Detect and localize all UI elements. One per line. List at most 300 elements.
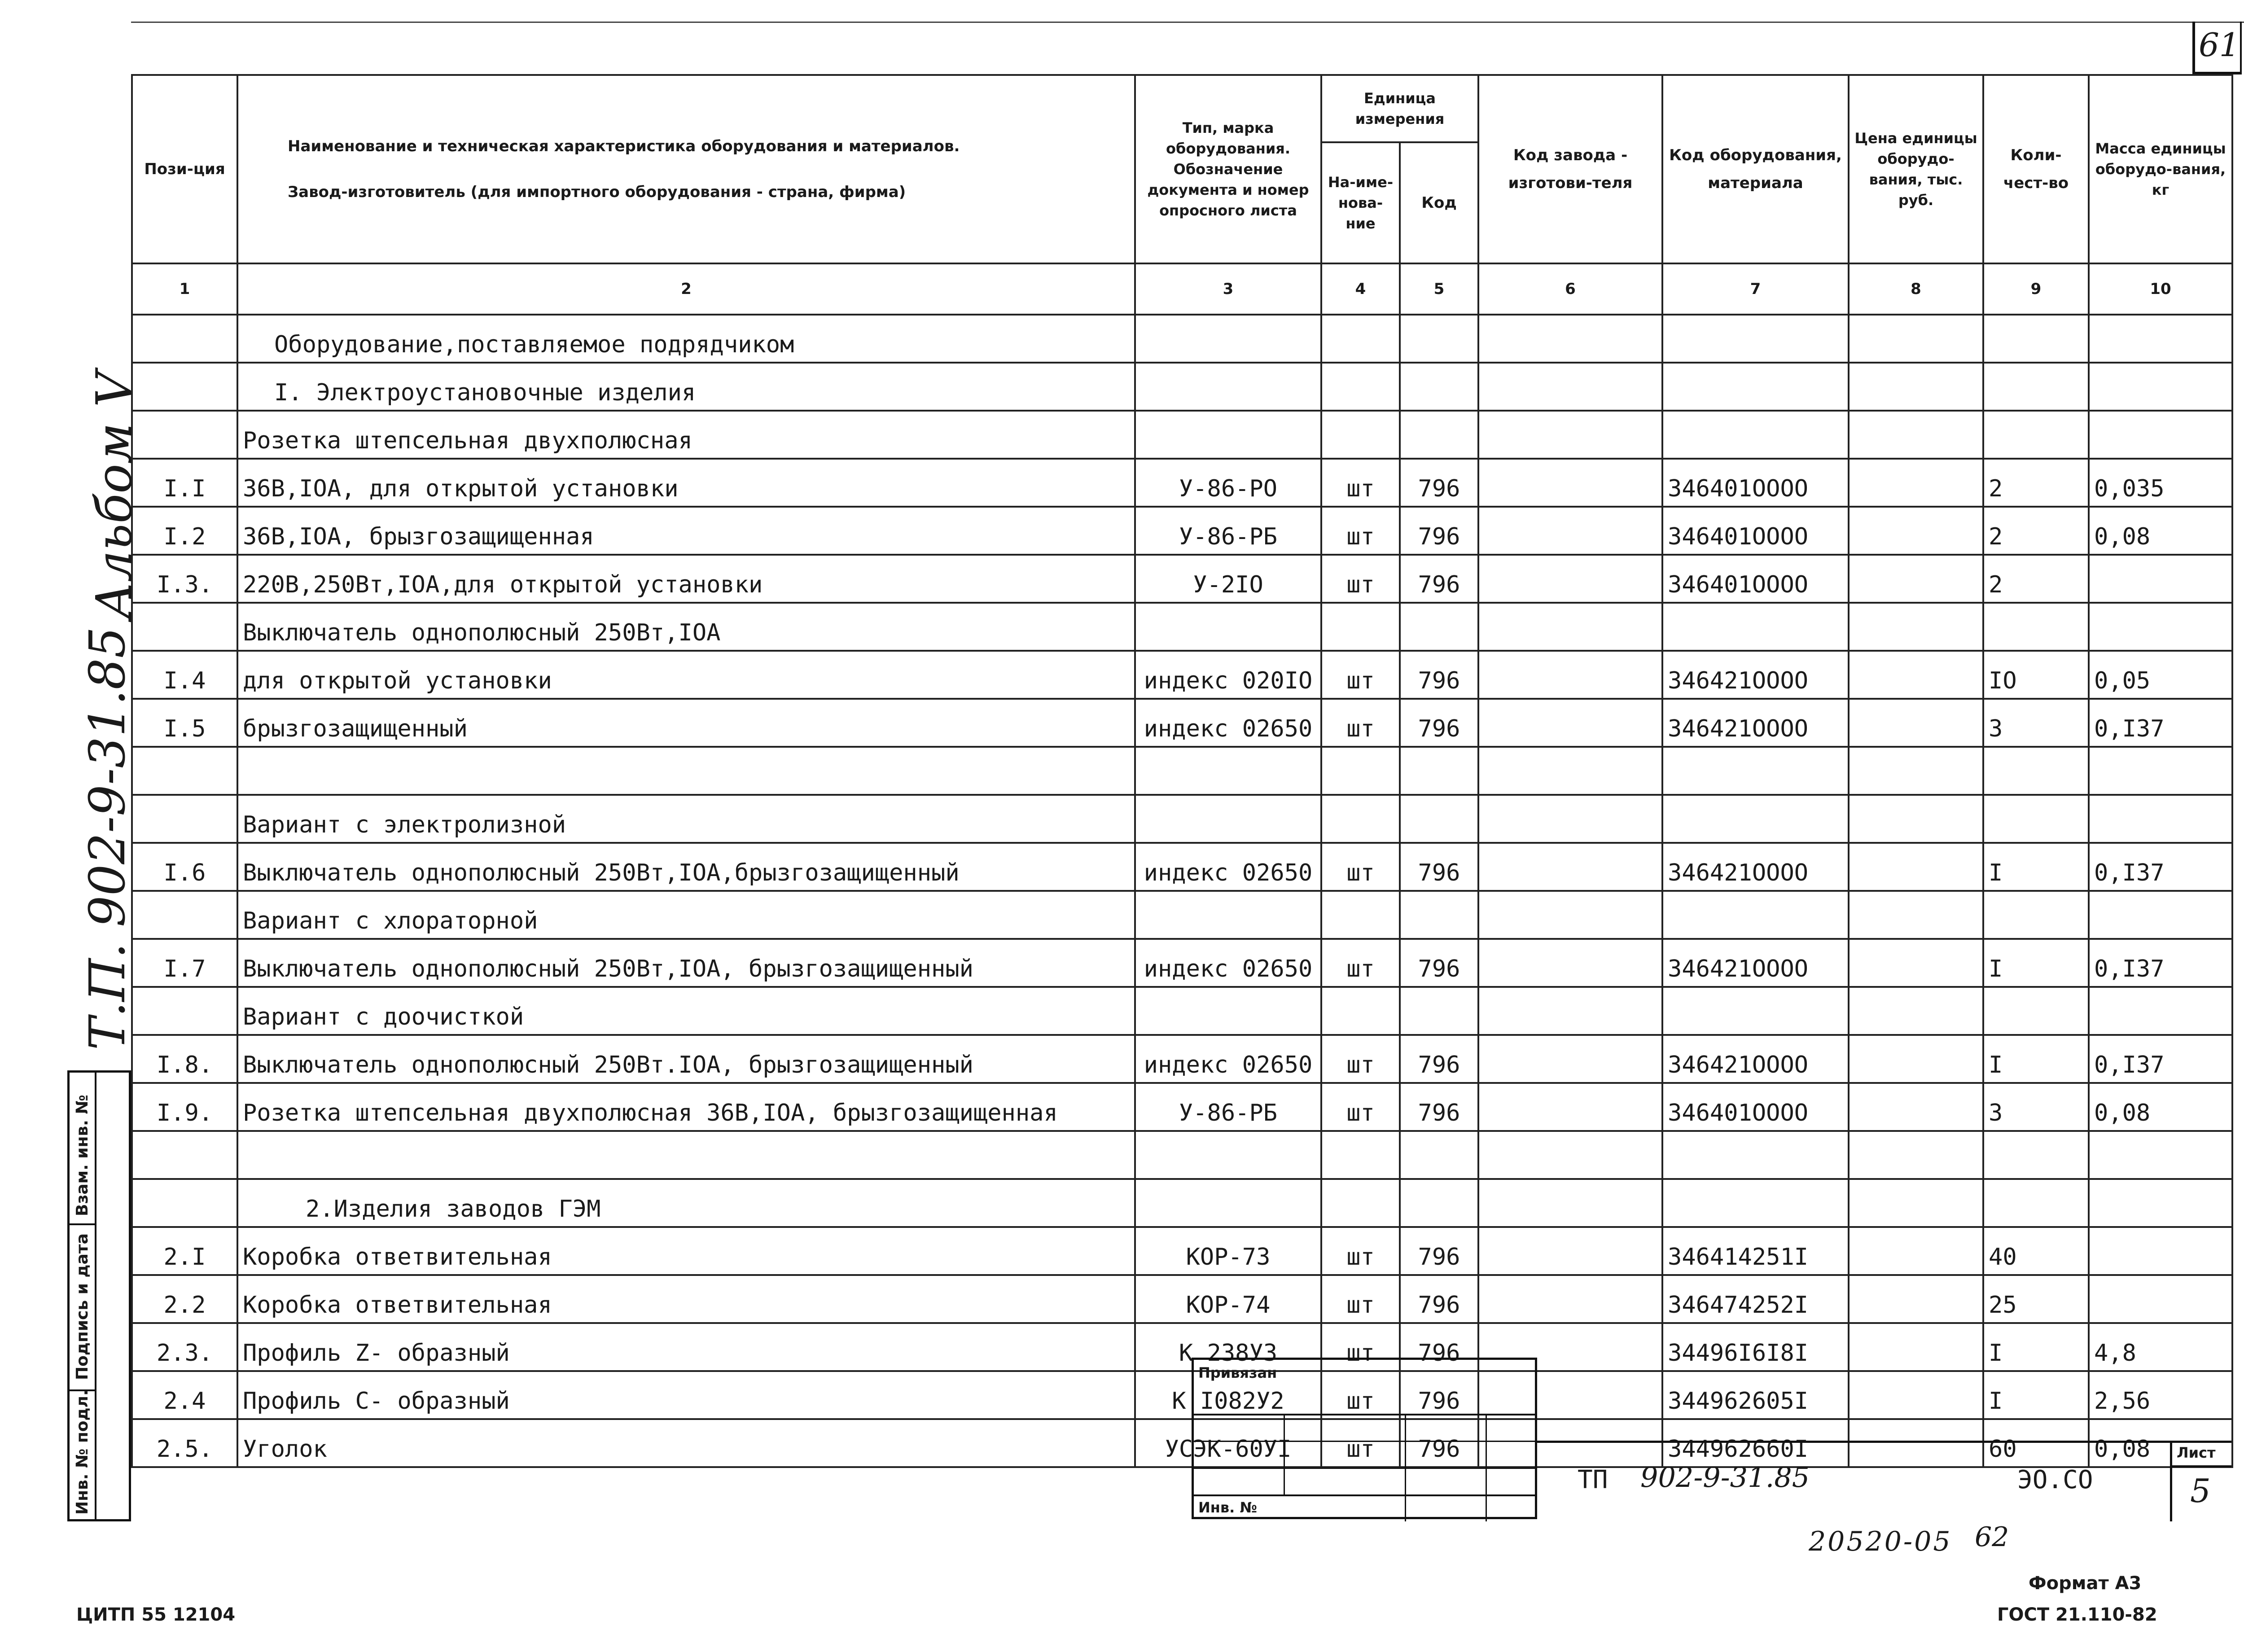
row-mass: 0,I37 — [2089, 699, 2232, 747]
row-type: индекс 02650 — [1135, 843, 1321, 891]
table-row — [132, 651, 2232, 699]
row-material-code — [1662, 603, 1849, 651]
row-material-code: 346474252I — [1662, 1275, 1849, 1323]
header-plant-code: Код завода - изготови-теля — [1478, 75, 1662, 263]
specification-table — [131, 74, 2233, 1652]
row-price — [1849, 315, 1983, 363]
designation-prefix: ТП — [1578, 1465, 1608, 1494]
row-mass — [2089, 987, 2232, 1035]
row-quantity: 60 — [1983, 1419, 2089, 1467]
row-unit-code: 796 — [1400, 699, 1478, 747]
table-row — [132, 315, 2232, 363]
row-position — [132, 1179, 237, 1227]
row-unit: шт — [1321, 699, 1400, 747]
row-price — [1849, 411, 1983, 459]
row-plant-code — [1478, 411, 1662, 459]
row-quantity — [1983, 363, 2089, 411]
row-mass — [2089, 603, 2232, 651]
side-vzam-label: Взам. инв. № — [73, 1095, 92, 1216]
row-unit-code: 796 — [1400, 555, 1478, 603]
designation-number: 902-9-31.85 — [1640, 1461, 1810, 1494]
row-quantity: IO — [1983, 651, 2089, 699]
row-unit — [1321, 363, 1400, 411]
row-unit-code: 796 — [1400, 651, 1478, 699]
row-unit-code: 796 — [1400, 1371, 1478, 1419]
row-type: У-86-РБ — [1135, 507, 1321, 555]
row-type: У-2IO — [1135, 555, 1321, 603]
row-quantity — [1983, 315, 2089, 363]
header-material-code: Код оборудования, материала — [1662, 75, 1849, 263]
row-plant-code — [1478, 843, 1662, 891]
header-unit: Единица измерения — [1321, 75, 1478, 142]
table-row — [132, 507, 2232, 555]
row-mass: 0,08 — [2089, 1419, 2232, 1467]
row-name — [237, 747, 1135, 795]
section-code: ЭО.СО — [2017, 1465, 2093, 1494]
header-mass: Масса единицы оборудо-вания, кг — [2089, 75, 2232, 263]
header-unit-code: Код — [1400, 142, 1478, 263]
row-unit-code — [1400, 1179, 1478, 1227]
row-plant-code — [1478, 699, 1662, 747]
row-name: Коробка ответвительная — [237, 1275, 1135, 1323]
row-position: I.8. — [132, 1035, 237, 1083]
row-price — [1849, 1131, 1983, 1179]
row-plant-code — [1478, 1275, 1662, 1323]
privyazan-block — [1192, 1358, 1537, 1519]
row-unit-code — [1400, 603, 1478, 651]
row-mass: 0,08 — [2089, 507, 2232, 555]
header-position: Пози-ция — [132, 75, 237, 263]
row-unit — [1321, 891, 1400, 939]
row-type — [1135, 603, 1321, 651]
row-unit: шт — [1321, 1323, 1400, 1371]
row-mass: 0,I37 — [2089, 1035, 2232, 1083]
row-mass — [2089, 315, 2232, 363]
side-podpis-label: Подпись и дата — [73, 1233, 92, 1380]
colnum-6: 6 — [1478, 263, 1662, 315]
row-quantity — [1983, 987, 2089, 1035]
row-position: I.I — [132, 459, 237, 507]
row-unit — [1321, 603, 1400, 651]
row-name — [237, 1131, 1135, 1179]
row-name: Профиль С- образный — [237, 1371, 1135, 1419]
row-material-code: 34496I6I8I — [1662, 1323, 1849, 1371]
vertical-project-label: Т.П. 902-9-31.85 — [79, 627, 136, 1050]
row-unit-code — [1400, 1131, 1478, 1179]
row-price — [1849, 1371, 1983, 1419]
row-name: I. Электроустановочные изделия — [237, 363, 1135, 411]
row-unit-code — [1400, 795, 1478, 843]
archive-page: 62 — [1975, 1521, 2009, 1553]
row-plant-code — [1478, 891, 1662, 939]
header-quantity: Коли-чест-во — [1983, 75, 2089, 263]
row-unit — [1321, 987, 1400, 1035]
row-unit-code — [1400, 315, 1478, 363]
row-type: У-86-РО — [1135, 459, 1321, 507]
row-position: 2.3. — [132, 1323, 237, 1371]
row-material-code: 346401OOOO — [1662, 507, 1849, 555]
row-type — [1135, 747, 1321, 795]
table-row — [132, 987, 2232, 1035]
header-unit-name: На-име-нова-ние — [1321, 142, 1400, 263]
row-position: 2.5. — [132, 1419, 237, 1467]
row-mass: 0,08 — [2089, 1083, 2232, 1131]
row-material-code: 346414251I — [1662, 1227, 1849, 1275]
row-name: для открытой установки — [237, 651, 1135, 699]
row-quantity: 2 — [1983, 507, 2089, 555]
row-mass — [2089, 363, 2232, 411]
row-unit-code: 796 — [1400, 939, 1478, 987]
row-unit: шт — [1321, 507, 1400, 555]
row-name: Выключатель однополюсный 250Вт.IOA, брызгозащищенный — [237, 1035, 1135, 1083]
row-plant-code — [1478, 1083, 1662, 1131]
row-price — [1849, 939, 1983, 987]
row-name: 36В,IOA, брызгозащищенная — [237, 507, 1135, 555]
top-sheet-number: 61 — [2199, 26, 2240, 64]
row-unit-code: 796 — [1400, 1275, 1478, 1323]
colnum-3: 3 — [1135, 263, 1321, 315]
row-quantity: 2 — [1983, 459, 2089, 507]
row-unit: шт — [1321, 651, 1400, 699]
row-unit-code: 796 — [1400, 843, 1478, 891]
header-name-line1: Наименование и техническая характеристика оборудования и материалов. — [288, 137, 960, 155]
colnum-1: 1 — [132, 263, 237, 315]
row-mass — [2089, 411, 2232, 459]
row-position — [132, 987, 237, 1035]
row-position: I.5 — [132, 699, 237, 747]
row-quantity — [1983, 747, 2089, 795]
row-position: 2.4 — [132, 1371, 237, 1419]
top-sheet-number-box — [2192, 22, 2242, 74]
row-price — [1849, 363, 1983, 411]
row-mass: 4,8 — [2089, 1323, 2232, 1371]
row-name: брызгозащищенный — [237, 699, 1135, 747]
row-unit-code: 796 — [1400, 1323, 1478, 1371]
gost-label: ГОСТ 21.110-82 — [1997, 1604, 2157, 1625]
row-type — [1135, 363, 1321, 411]
row-quantity: I — [1983, 1035, 2089, 1083]
row-type: У-86-РБ — [1135, 1083, 1321, 1131]
row-name: Уголок — [237, 1419, 1135, 1467]
row-type: КОР-73 — [1135, 1227, 1321, 1275]
tsitp-label: ЦИТП 55 12104 — [76, 1604, 236, 1625]
row-material-code: 346401OOOO — [1662, 555, 1849, 603]
row-material-code — [1662, 1131, 1849, 1179]
privyazan-label: Привязан — [1198, 1364, 1277, 1381]
row-mass: 0,I37 — [2089, 939, 2232, 987]
row-price — [1849, 603, 1983, 651]
row-type: индекс 02650 — [1135, 699, 1321, 747]
table-row — [132, 459, 2232, 507]
table-row — [132, 603, 2232, 651]
row-unit — [1321, 795, 1400, 843]
row-material-code: 346401OOOO — [1662, 459, 1849, 507]
row-mass — [2089, 1275, 2232, 1323]
row-unit: шт — [1321, 843, 1400, 891]
row-unit-code — [1400, 747, 1478, 795]
header-price: Цена единицы оборудо-вания, тыс. руб. — [1849, 75, 1983, 263]
row-mass — [2089, 1179, 2232, 1227]
row-plant-code — [1478, 459, 1662, 507]
row-price — [1849, 1227, 1983, 1275]
colnum-8: 8 — [1849, 263, 1983, 315]
row-unit-code: 796 — [1400, 1083, 1478, 1131]
row-position: I.4 — [132, 651, 237, 699]
row-plant-code — [1478, 987, 1662, 1035]
row-position — [132, 315, 237, 363]
header-name — [237, 75, 1135, 263]
row-material-code — [1662, 1179, 1849, 1227]
row-material-code — [1662, 747, 1849, 795]
row-unit-code: 796 — [1400, 507, 1478, 555]
row-position — [132, 795, 237, 843]
row-type — [1135, 411, 1321, 459]
row-type — [1135, 1179, 1321, 1227]
row-quantity — [1983, 1131, 2089, 1179]
row-material-code: 346421OOOO — [1662, 651, 1849, 699]
row-material-code — [1662, 363, 1849, 411]
table-row — [132, 1323, 2232, 1371]
row-position — [132, 1131, 237, 1179]
row-quantity: I — [1983, 1371, 2089, 1419]
row-name: 220В,250Вт,IOA,для открытой установки — [237, 555, 1135, 603]
row-quantity: 3 — [1983, 1083, 2089, 1131]
row-mass: 0,I37 — [2089, 843, 2232, 891]
row-mass — [2089, 1227, 2232, 1275]
row-unit-code — [1400, 411, 1478, 459]
colnum-2: 2 — [237, 263, 1135, 315]
row-quantity — [1983, 795, 2089, 843]
row-name: Выключатель однополюсный 250Вт,IOA — [237, 603, 1135, 651]
row-plant-code — [1478, 555, 1662, 603]
row-plant-code — [1478, 1131, 1662, 1179]
row-plant-code — [1478, 939, 1662, 987]
row-name: Выключатель однополюсный 250Вт,IOA,брызгозащищенный — [237, 843, 1135, 891]
side-inv-podl-label: Инв. № подл. — [73, 1389, 92, 1515]
row-mass — [2089, 795, 2232, 843]
row-price — [1849, 987, 1983, 1035]
table-row — [132, 699, 2232, 747]
row-quantity: 40 — [1983, 1227, 2089, 1275]
row-plant-code — [1478, 1179, 1662, 1227]
row-position: 2.I — [132, 1227, 237, 1275]
row-price — [1849, 1323, 1983, 1371]
table-row — [132, 1371, 2232, 1419]
table-row — [132, 363, 2232, 411]
row-unit-code — [1400, 363, 1478, 411]
row-type: индекс 02650 — [1135, 1035, 1321, 1083]
row-position: I.6 — [132, 843, 237, 891]
row-type — [1135, 795, 1321, 843]
table-row — [132, 795, 2232, 843]
table-row — [132, 1227, 2232, 1275]
row-price — [1849, 555, 1983, 603]
table-row — [132, 747, 2232, 795]
row-name: Вариант с электролизной — [237, 795, 1135, 843]
row-material-code: 344962660I — [1662, 1419, 1849, 1467]
row-type: К I082У2 — [1135, 1371, 1321, 1419]
row-mass: 2,56 — [2089, 1371, 2232, 1419]
row-unit-code: 796 — [1400, 1419, 1478, 1467]
row-unit: шт — [1321, 1083, 1400, 1131]
row-mass: 0,05 — [2089, 651, 2232, 699]
row-type — [1135, 891, 1321, 939]
row-quantity: I — [1983, 1323, 2089, 1371]
row-material-code: 346421OOOO — [1662, 699, 1849, 747]
row-plant-code — [1478, 651, 1662, 699]
row-price — [1849, 507, 1983, 555]
row-quantity — [1983, 891, 2089, 939]
row-name: 36В,IOA, для открытой установки — [237, 459, 1135, 507]
row-plant-code — [1478, 1227, 1662, 1275]
table-row — [132, 555, 2232, 603]
colnum-7: 7 — [1662, 263, 1849, 315]
header-type: Тип, марка оборудования. Обозначение документа и номер опросного листа — [1135, 75, 1321, 263]
table-row — [132, 1035, 2232, 1083]
row-type: индекс 02650 — [1135, 939, 1321, 987]
row-price — [1849, 1275, 1983, 1323]
table-row — [132, 1083, 2232, 1131]
row-unit: шт — [1321, 1275, 1400, 1323]
colnum-9: 9 — [1983, 263, 2089, 315]
row-unit — [1321, 315, 1400, 363]
row-unit: шт — [1321, 1227, 1400, 1275]
row-price — [1849, 651, 1983, 699]
sheet-label: Лист — [2177, 1444, 2216, 1461]
table-row — [132, 891, 2232, 939]
top-rule — [131, 22, 2244, 23]
row-material-code: 346421OOOO — [1662, 1035, 1849, 1083]
row-name: Коробка ответвительная — [237, 1227, 1135, 1275]
row-mass: 0,035 — [2089, 459, 2232, 507]
row-unit-code: 796 — [1400, 459, 1478, 507]
archive-number: 20520-05 — [1809, 1526, 1952, 1557]
row-price — [1849, 747, 1983, 795]
designation-block — [1537, 1441, 2231, 1524]
row-quantity: I — [1983, 939, 2089, 987]
table-row — [132, 939, 2232, 987]
row-price — [1849, 795, 1983, 843]
row-position: I.3. — [132, 555, 237, 603]
row-material-code: 346401OOOO — [1662, 1083, 1849, 1131]
row-plant-code — [1478, 363, 1662, 411]
row-unit-code — [1400, 987, 1478, 1035]
row-price — [1849, 1179, 1983, 1227]
row-type — [1135, 1131, 1321, 1179]
row-material-code — [1662, 795, 1849, 843]
row-name: Розетка штепсельная двухполюсная 36В,IOA, брызгозащищенная — [237, 1083, 1135, 1131]
colnum-10: 10 — [2089, 263, 2232, 315]
row-unit — [1321, 1131, 1400, 1179]
row-unit: шт — [1321, 939, 1400, 987]
table-row — [132, 411, 2232, 459]
column-numbers-row — [132, 263, 2232, 315]
row-mass — [2089, 891, 2232, 939]
row-quantity — [1983, 411, 2089, 459]
table-row — [132, 843, 2232, 891]
row-price — [1849, 1083, 1983, 1131]
row-unit: шт — [1321, 1419, 1400, 1467]
row-price — [1849, 1035, 1983, 1083]
row-position — [132, 747, 237, 795]
sheet-value: 5 — [2190, 1472, 2211, 1510]
row-position — [132, 603, 237, 651]
row-unit: шт — [1321, 1371, 1400, 1419]
row-unit: шт — [1321, 459, 1400, 507]
row-type: УСЭК-60УI — [1135, 1419, 1321, 1467]
row-position: 2.2 — [132, 1275, 237, 1323]
row-mass — [2089, 747, 2232, 795]
row-type — [1135, 987, 1321, 1035]
row-material-code — [1662, 411, 1849, 459]
row-type: КОР-74 — [1135, 1275, 1321, 1323]
row-type — [1135, 315, 1321, 363]
row-price — [1849, 891, 1983, 939]
row-mass — [2089, 555, 2232, 603]
row-plant-code — [1478, 795, 1662, 843]
table-row — [132, 1275, 2232, 1323]
row-unit — [1321, 1179, 1400, 1227]
format-label: Формат А3 — [2029, 1573, 2142, 1594]
row-plant-code — [1478, 507, 1662, 555]
row-material-code — [1662, 315, 1849, 363]
row-unit — [1321, 747, 1400, 795]
row-name: 2.Изделия заводов ГЭМ — [237, 1179, 1135, 1227]
colnum-5: 5 — [1400, 263, 1478, 315]
row-plant-code — [1478, 747, 1662, 795]
row-name: Выключатель однополюсный 250Вт,IOA, брызгозащищенный — [237, 939, 1135, 987]
row-unit — [1321, 411, 1400, 459]
row-mass — [2089, 1131, 2232, 1179]
row-plant-code — [1478, 1035, 1662, 1083]
row-material-code — [1662, 987, 1849, 1035]
row-position: I.2 — [132, 507, 237, 555]
row-material-code: 346421OOOO — [1662, 939, 1849, 987]
row-position — [132, 891, 237, 939]
table-row — [132, 1179, 2232, 1227]
row-quantity — [1983, 1179, 2089, 1227]
row-quantity: I — [1983, 843, 2089, 891]
row-price — [1849, 459, 1983, 507]
row-unit-code — [1400, 891, 1478, 939]
row-unit: шт — [1321, 555, 1400, 603]
row-material-code — [1662, 891, 1849, 939]
header-name-line2: Завод-изготовитель (для импортного оборудования - страна, фирма) — [288, 183, 906, 201]
row-quantity: 25 — [1983, 1275, 2089, 1323]
row-material-code: 344962605I — [1662, 1371, 1849, 1419]
row-position: I.7 — [132, 939, 237, 987]
row-type: индекс 020IO — [1135, 651, 1321, 699]
row-unit-code: 796 — [1400, 1227, 1478, 1275]
row-price — [1849, 843, 1983, 891]
row-material-code: 346421OOOO — [1662, 843, 1849, 891]
colnum-4: 4 — [1321, 263, 1400, 315]
row-plant-code — [1478, 603, 1662, 651]
sheet-box — [2170, 1441, 2231, 1521]
row-name: Вариант с хлораторной — [237, 891, 1135, 939]
row-type: К 238У3 — [1135, 1323, 1321, 1371]
row-name: Розетка штепсельная двухполюсная — [237, 411, 1135, 459]
inv-no-label: Инв. № — [1198, 1499, 1257, 1516]
table-row — [132, 1131, 2232, 1179]
row-quantity: 2 — [1983, 555, 2089, 603]
row-price — [1849, 699, 1983, 747]
row-name: Оборудование,поставляемое подрядчиком — [237, 315, 1135, 363]
row-position — [132, 411, 237, 459]
row-unit: шт — [1321, 1035, 1400, 1083]
row-name: Профиль Z- образный — [237, 1323, 1135, 1371]
side-stamp — [67, 1070, 131, 1521]
